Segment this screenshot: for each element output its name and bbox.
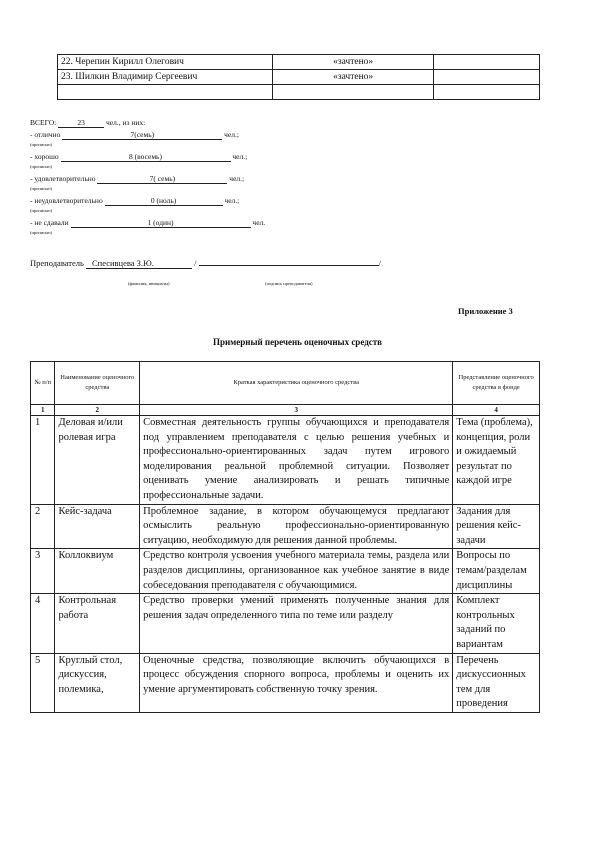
row-description: Проблемное задание, в котором обучающемуся предлагают осмыслить реальную профессионально-ориентированную ситуацию, необходимую для решения данной проблемы. xyxy=(140,504,453,549)
total-value: 23 xyxy=(58,118,104,128)
student-result: «зачтено» xyxy=(273,55,434,70)
row-number: 4 xyxy=(31,594,55,653)
header-number: № п/п xyxy=(31,362,55,405)
teacher-signature-line xyxy=(199,265,379,266)
table-row xyxy=(58,85,540,100)
student-result: «зачтено» xyxy=(273,70,434,85)
teacher-slash: / xyxy=(194,258,197,268)
row-number: 1 xyxy=(31,416,55,505)
row-representation: Задания для решения кейс-задачи xyxy=(453,504,540,549)
table-row xyxy=(31,594,540,653)
total-suffix: чел., из них: xyxy=(106,118,146,127)
total-label: ВСЕГО: xyxy=(30,118,57,127)
result-label: - удовлетворительно xyxy=(30,174,96,183)
result-note: (прописью) xyxy=(30,142,53,147)
result-value: 7( семь) xyxy=(97,174,227,184)
result-label: - неудовлетворительно xyxy=(30,196,103,205)
row-representation: Перечень дискуссионных тем для проведения xyxy=(453,653,540,712)
teacher-name: Спесивцева З.Ю. xyxy=(86,258,192,269)
result-value: 1 (один) xyxy=(71,218,251,228)
student-name: 22. Черепин Кирилл Олегович xyxy=(58,55,273,70)
student-extra xyxy=(434,55,540,70)
column-number: 2 xyxy=(55,405,140,416)
student-name xyxy=(58,85,273,100)
student-extra xyxy=(434,85,540,100)
table-row xyxy=(31,653,540,712)
result-suffix: чел.; xyxy=(224,130,239,139)
row-representation: Тема (проблема), концепция, роли и ожидаемый результат по каждой игре xyxy=(453,416,540,505)
result-suffix: чел.; xyxy=(229,174,245,183)
header-name: Наименование оценочного средства xyxy=(55,362,140,405)
student-name: 23. Шилкин Владимир Сергеевич xyxy=(58,70,273,85)
result-line-absent xyxy=(30,218,265,228)
result-value: 7(семь) xyxy=(62,130,222,140)
list-title: Примерный перечень оценочных средств xyxy=(212,337,383,347)
results-total xyxy=(30,118,145,128)
student-extra xyxy=(434,70,540,85)
students-table xyxy=(57,54,540,100)
row-name: Контрольная работа xyxy=(55,594,140,653)
result-value: 0 (ноль) xyxy=(105,196,223,206)
row-representation: Вопросы по темам/разделам дисциплины xyxy=(453,549,540,594)
result-note: (прописью) xyxy=(30,164,53,169)
result-note: (прописью) xyxy=(30,208,53,213)
assessment-means-table xyxy=(30,361,540,713)
teacher-sign-note: (подпись преподавателя) xyxy=(265,281,313,286)
result-line-unsatisfactory xyxy=(30,196,239,206)
row-representation: Комплект контрольных заданий по вариантам xyxy=(453,594,540,653)
row-description: Средство контроля усвоения учебного материала темы, раздела или разделов дисциплины, организованное как учебное занятие в виде собеседования преподавателя с обучающимися. xyxy=(140,549,453,594)
table-header-row xyxy=(31,362,540,405)
appendix-label: Приложение 3 xyxy=(458,306,513,316)
table-row xyxy=(31,549,540,594)
teacher-slash-end: / xyxy=(378,258,381,268)
row-number: 3 xyxy=(31,549,55,594)
row-name: Деловая и/или ролевая игра xyxy=(55,416,140,505)
table-row xyxy=(58,70,540,85)
result-label: - не сдавали xyxy=(30,218,69,227)
row-description: Средство проверки умений применять полученные знания для решения задач определенного типа по теме или разделу xyxy=(140,594,453,653)
row-name: Кейс-задача xyxy=(55,504,140,549)
header-description: Краткая характеристика оценочного средства xyxy=(140,362,453,405)
result-label: - отлично xyxy=(30,130,61,139)
teacher-name-note: (фамилия, инициалы) xyxy=(128,281,170,286)
table-row xyxy=(58,55,540,70)
result-suffix: чел.; xyxy=(224,196,240,205)
result-line-good xyxy=(30,152,247,162)
column-number: 3 xyxy=(140,405,453,416)
row-description: Оценочные средства, позволяющие включить обучающихся в процесс обсуждения спорного вопроса, проблемы и оценить их умение аргументировать собственную точку зрения. xyxy=(140,653,453,712)
row-number: 2 xyxy=(31,504,55,549)
result-value: 8 (восемь) xyxy=(61,152,231,162)
column-number: 1 xyxy=(31,405,55,416)
result-suffix: чел.; xyxy=(232,152,248,161)
result-label: - хорошо xyxy=(30,152,59,161)
result-line-excellent xyxy=(30,130,239,140)
row-number: 5 xyxy=(31,653,55,712)
column-number: 4 xyxy=(453,405,540,416)
row-name: Круглый стол, дискуссия, полемика, xyxy=(55,653,140,712)
table-column-numbers xyxy=(31,405,540,416)
header-representation: Представление оценочного средства в фонде xyxy=(453,362,540,405)
row-description: Совместная деятельность группы обучающихся и преподавателя под управлением преподавателя с целью решения учебных и профессионально-ориентированных задач путем игрового моделирования реальной проблемной ситуации. Позволяет оценивать умение анализировать и решать типичные профессиональные задачи. xyxy=(140,416,453,505)
teacher-label: Преподаватель xyxy=(30,258,84,268)
table-row xyxy=(31,504,540,549)
result-note: (прописью) xyxy=(30,230,53,235)
student-result xyxy=(273,85,434,100)
table-row xyxy=(31,416,540,505)
result-line-satisfactory xyxy=(30,174,244,184)
result-suffix: чел. xyxy=(252,218,266,227)
row-name: Коллоквиум xyxy=(55,549,140,594)
result-note: (прописью) xyxy=(30,186,53,191)
teacher-line xyxy=(30,258,381,269)
